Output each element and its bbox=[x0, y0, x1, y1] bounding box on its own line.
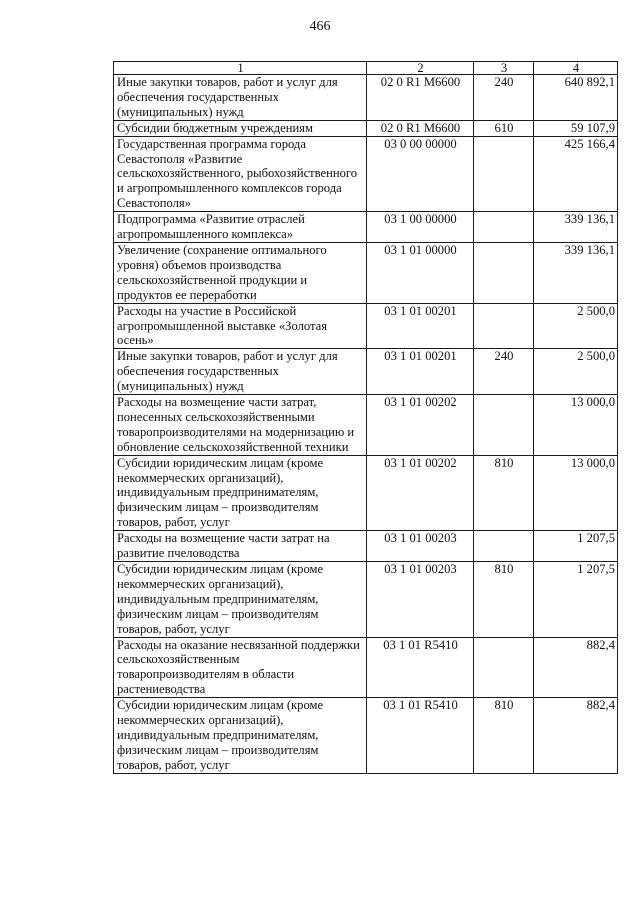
table-row bbox=[114, 637, 618, 698]
row-name: Субсидии юридическим лицам (кроме некоммерческих организаций), индивидуальным предпринимателям, физическим лицам – производителям товаров, работ, услуг bbox=[114, 455, 367, 531]
row-code: 02 0 R1 M6600 bbox=[367, 75, 474, 121]
column-header-2: 2 bbox=[367, 62, 474, 75]
row-code: 03 1 01 00201 bbox=[367, 349, 474, 395]
row-sum: 13 000,0 bbox=[534, 395, 618, 456]
row-name: Иные закупки товаров, работ и услуг для обеспечения государственных (муниципальных) нужд bbox=[114, 75, 367, 121]
row-type bbox=[474, 242, 534, 303]
column-header-1: 1 bbox=[114, 62, 367, 75]
row-code: 03 1 01 R5410 bbox=[367, 698, 474, 774]
row-name: Иные закупки товаров, работ и услуг для обеспечения государственных (муниципальных) нужд bbox=[114, 349, 367, 395]
column-header-3: 3 bbox=[474, 62, 534, 75]
table-row bbox=[114, 395, 618, 456]
row-type: 240 bbox=[474, 349, 534, 395]
table-row bbox=[114, 212, 618, 243]
row-name: Субсидии юридическим лицам (кроме некоммерческих организаций), индивидуальным предпринимателям, физическим лицам – производителям товаров, работ, услуг bbox=[114, 562, 367, 638]
row-type bbox=[474, 136, 534, 212]
row-sum: 339 136,1 bbox=[534, 212, 618, 243]
table-row bbox=[114, 531, 618, 562]
table-row bbox=[114, 455, 618, 531]
row-code: 03 1 01 00202 bbox=[367, 455, 474, 531]
row-type bbox=[474, 395, 534, 456]
table-row bbox=[114, 562, 618, 638]
row-code: 03 0 00 00000 bbox=[367, 136, 474, 212]
table-row bbox=[114, 349, 618, 395]
row-type: 810 bbox=[474, 698, 534, 774]
row-sum: 882,4 bbox=[534, 637, 618, 698]
row-type bbox=[474, 531, 534, 562]
row-sum: 1 207,5 bbox=[534, 531, 618, 562]
row-code: 03 1 00 00000 bbox=[367, 212, 474, 243]
row-type bbox=[474, 212, 534, 243]
row-name: Субсидии бюджетным учреждениям bbox=[114, 120, 367, 136]
row-type: 810 bbox=[474, 455, 534, 531]
row-sum: 59 107,9 bbox=[534, 120, 618, 136]
column-header-4: 4 bbox=[534, 62, 618, 75]
page-number: 466 bbox=[309, 19, 331, 34]
row-name: Увеличение (сохранение оптимального уровня) объемов производства сельскохозяйственной продукции и продуктов ее переработки bbox=[114, 242, 367, 303]
row-code: 03 1 01 00202 bbox=[367, 395, 474, 456]
row-code: 02 0 R1 M6600 bbox=[367, 120, 474, 136]
row-code: 03 1 01 R5410 bbox=[367, 637, 474, 698]
row-name: Подпрограмма «Развитие отраслей агропромышленного комплекса» bbox=[114, 212, 367, 243]
row-name: Расходы на возмещение части затрат на развитие пчеловодства bbox=[114, 531, 367, 562]
row-type bbox=[474, 303, 534, 349]
row-sum: 2 500,0 bbox=[534, 303, 618, 349]
table-row bbox=[114, 698, 618, 774]
row-code: 03 1 01 00000 bbox=[367, 242, 474, 303]
row-code: 03 1 01 00201 bbox=[367, 303, 474, 349]
row-name: Расходы на возмещение части затрат, понесенных сельскохозяйственными товаропроизводителями на модернизацию и обновление сельскохозяйственной техники bbox=[114, 395, 367, 456]
row-name: Государственная программа города Севастополя «Развитие сельскохозяйственного, рыбохозяйственного и агропромышленного комплексов города Севастополя» bbox=[114, 136, 367, 212]
row-name: Расходы на участие в Российской агропромышленной выставке «Золотая осень» bbox=[114, 303, 367, 349]
row-code: 03 1 01 00203 bbox=[367, 562, 474, 638]
table-row bbox=[114, 136, 618, 212]
table-header-row bbox=[114, 62, 618, 75]
row-sum: 1 207,5 bbox=[534, 562, 618, 638]
row-type: 810 bbox=[474, 562, 534, 638]
row-sum: 2 500,0 bbox=[534, 349, 618, 395]
row-sum: 13 000,0 bbox=[534, 455, 618, 531]
row-sum: 640 892,1 bbox=[534, 75, 618, 121]
row-type: 610 bbox=[474, 120, 534, 136]
row-code: 03 1 01 00203 bbox=[367, 531, 474, 562]
table-row bbox=[114, 242, 618, 303]
table-row bbox=[114, 303, 618, 349]
budget-table bbox=[113, 61, 618, 774]
row-type bbox=[474, 637, 534, 698]
row-sum: 882,4 bbox=[534, 698, 618, 774]
table-row bbox=[114, 75, 618, 121]
row-name: Расходы на оказание несвязанной поддержки сельскохозяйственным товаропроизводителям в области растениеводства bbox=[114, 637, 367, 698]
row-sum: 339 136,1 bbox=[534, 242, 618, 303]
row-name: Субсидии юридическим лицам (кроме некоммерческих организаций), индивидуальным предпринимателям, физическим лицам – производителям товаров, работ, услуг bbox=[114, 698, 367, 774]
row-sum: 425 166,4 bbox=[534, 136, 618, 212]
table-row bbox=[114, 120, 618, 136]
row-type: 240 bbox=[474, 75, 534, 121]
